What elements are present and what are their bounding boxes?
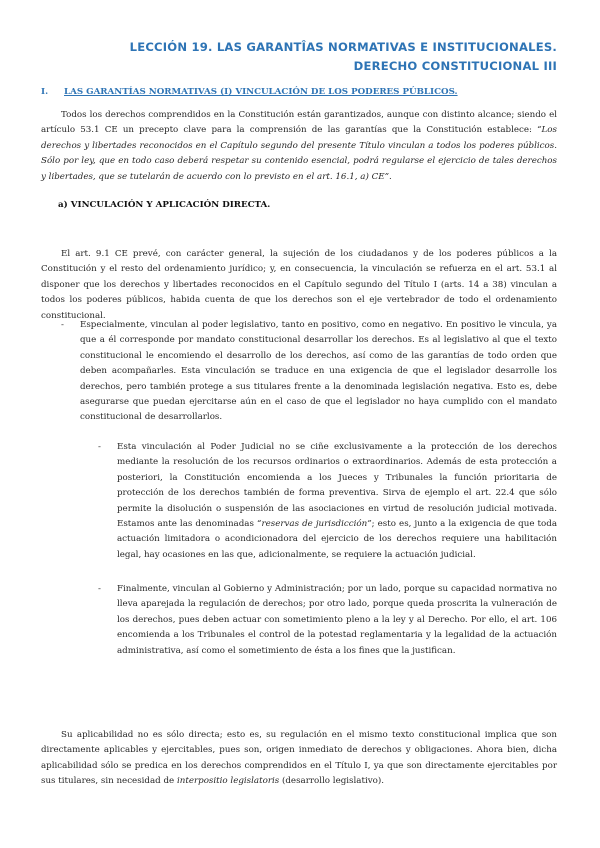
list-item-legislative [61, 318, 557, 426]
latin-term: interpositio legislatoris [176, 776, 280, 787]
section-number: I. [41, 87, 49, 97]
list-item-judicial [98, 440, 557, 563]
intro-text: Todos los derechos comprendidos en la Constitución están garantizados, aunque con distinto alcance; siendo el artículo 53.1 CE un precepto clave para la comprensión de las garantías que la Constitución establece: [41, 110, 557, 136]
applicability-paragraph [41, 728, 557, 790]
bullet-dash: - [98, 442, 101, 452]
list-item-text-end: ; esto es, junto a la exigencia de que toda actuación limitadora o acondicionadora del ejercicio de los derechos requiere una habilitación legal, hay ocasiones en las que, adicionalmente, se requiere la actuación judicial. [117, 519, 557, 560]
intro-paragraph [41, 108, 557, 185]
lesson-header [130, 38, 557, 76]
bullet-dash: - [61, 320, 64, 330]
jurisdiction-quote: “reservas de jurisdicción” [257, 519, 372, 530]
section-heading [41, 87, 561, 97]
course-title: DERECHO CONSTITUCIONAL III [353, 59, 557, 73]
article-quote: “Los derechos y libertades reconocidos en el Capítulo segundo del presente Título vinculan a todos los poderes públicos. Sólo por ley, que en todo caso deberá respetar su contenido esencial, podrá regularse el ejercicio de tales derechos y libertades, que se tutelarán de acuerdo con lo previsto en el art. 16.1, a) CE”. [41, 125, 557, 182]
list-item-text: Especialmente, vinculan al poder legislativo, tanto en positivo, como en negativo. En positivo le vincula, ya que a él corresponde por mandato constitucional desarrollar los derechos. Es al legislativo al que el texto constitucional le encomiendo el desarrollo de los derechos, así como de las garantías de todo orden que deben acompañarles. Esta vinculación se traduce en una exigencia de que el legislador desarrolle los derechos, pero también protege a sus titulares frente a la denominada legislación negativa. Esto es, debe asegurarse que puedan ejercitarse aún en el caso de que el legislador no haya cumplido con el mandato constitucional de desarrollarlos. [80, 320, 557, 423]
subsection-heading: a) VINCULACIÓN Y APLICACIÓN DIRECTA. [58, 200, 271, 210]
bullet-dash: - [98, 584, 101, 594]
applicability-text: Su aplicabilidad no es sólo directa; esto es, su regulación en el mismo texto constitucional implica que son directamente aplicables y ejercitables, pues son, origen inmediato de derechos y obligaciones. Ahora bien, dicha aplicabilidad sólo se predica en los derechos comprendidos en el Título I, ya que son directamente ejercitables por sus titulares, sin necesidad de [41, 730, 557, 787]
list-item-text: Esta vinculación al Poder Judicial no se ciñe exclusivamente a la protección de los derechos mediante la resolución de los recursos ordinarios o extraordinarios. Además de esta protección a posteriori, la Constitución encomienda a los Jueces y Tribunales la función prioritaria de protección de los derechos también de forma preventiva. Sirva de ejemplo el art. 22.4 que sólo permite la disolución o suspensión de las asociaciones en virtud de resolución judicial motivada. Estamos ante las denominadas [117, 442, 557, 530]
applicability-text-end: (desarrollo legislativo). [279, 776, 385, 787]
list-item-text: Finalmente, vinculan al Gobierno y Administración; por un lado, porque su capacidad normativa no lleva aparejada la regulación de derechos; por otro lado, porque queda proscrita la vulneración de los derechos, pues deben actuar con sometimiento pleno a la ley y al Derecho. Por ello, el art. 106 encomienda a los Tribunales el control de la potestad reglamentaria y la legalidad de la actuación administrativa, así como el sometimiento de ésta a los fines que la justifican. [117, 584, 557, 656]
list-item-government [98, 582, 557, 659]
lesson-title: LECCIÓN 19. LAS GARANTÎAS NORMATIVAS E INSTITUCIONALES. [129, 40, 557, 54]
section-title-text: LAS GARANTÍAS NORMATIVAS (I) VINCULACIÓN DE LOS PODERES PÚBLICOS. [64, 87, 458, 97]
binding-paragraph: El art. 9.1 CE prevé, con carácter general, la sujeción de los ciudadanos y de los poderes públicos a la Constitución y el resto del ordenamiento jurídico; y, en consecuencia, la vinculación se refuerza en el art. 53.1 al disponer que los derechos y libertades reconocidos en el Capítulo segundo del Título I (arts. 14 a 38) vinculan a todos los poderes públicos, habida cuenta de que los derechos son el eje vertebrador de todo el ordenamiento constitucional. [41, 249, 557, 321]
